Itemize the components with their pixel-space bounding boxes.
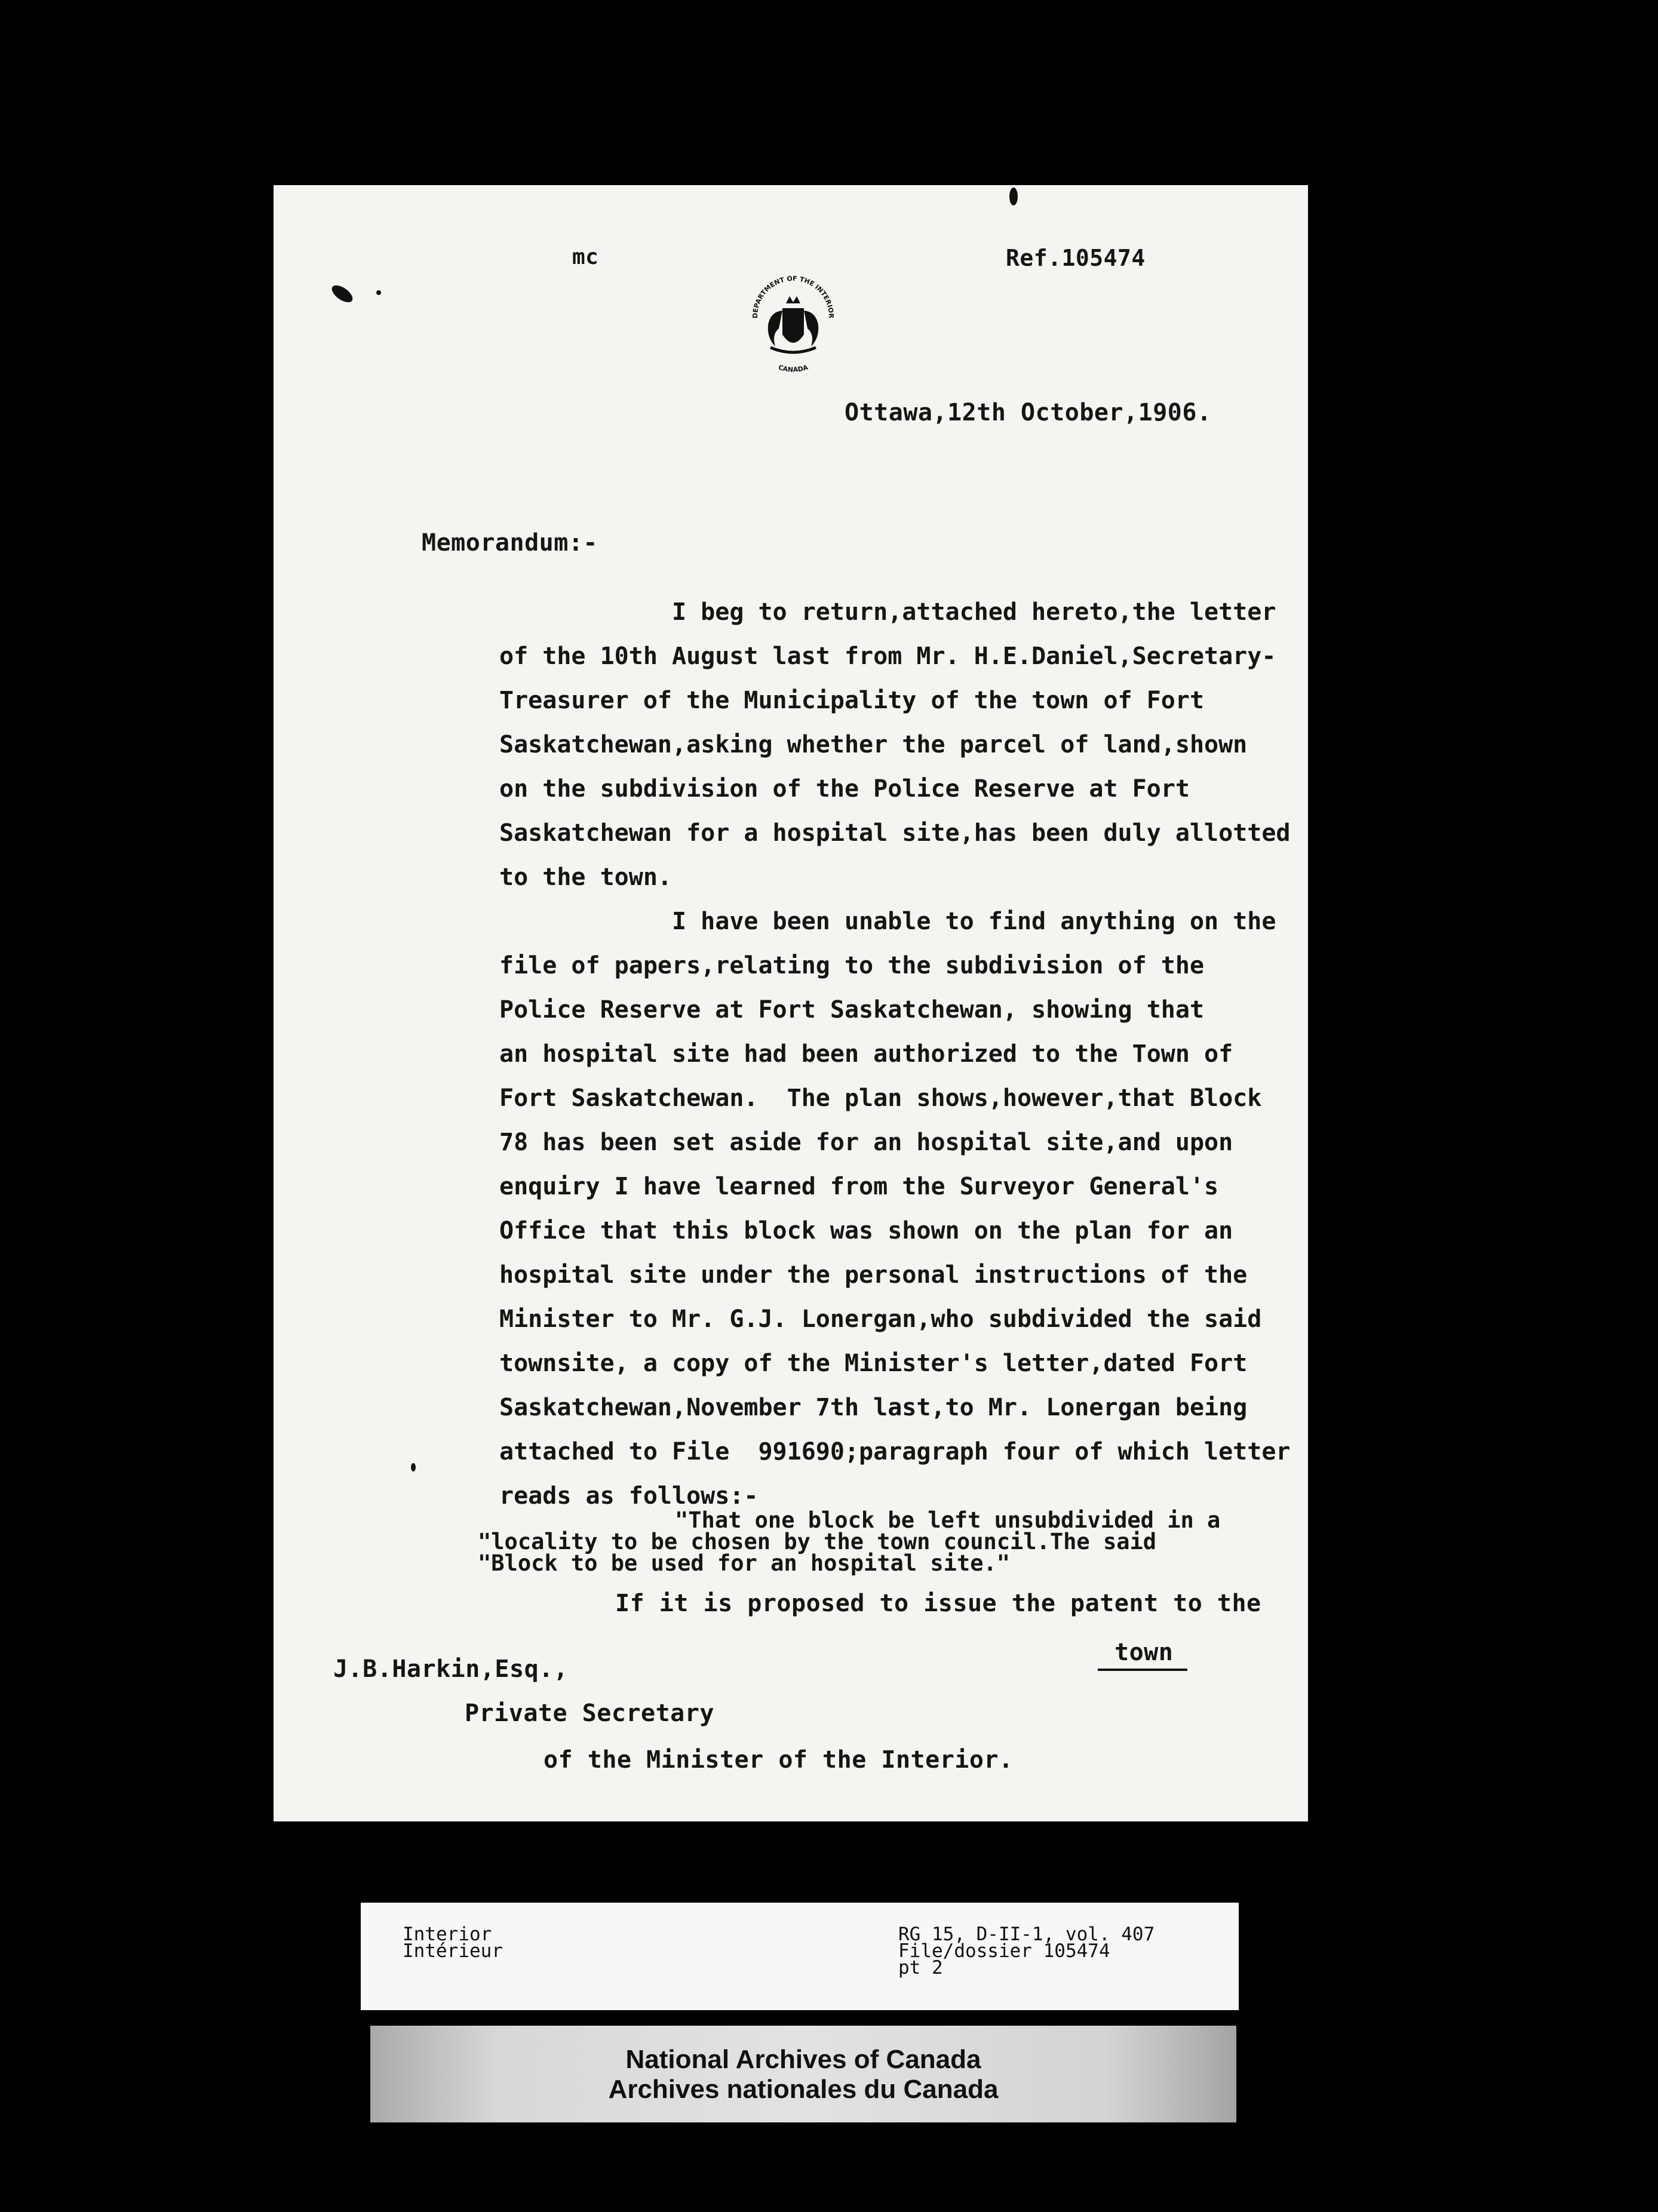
addressee-title: Private Secretary: [465, 1700, 714, 1727]
body-line: Saskatchewan,November 7th last,to Mr. Lonergan being: [499, 1394, 1248, 1421]
ink-speck: [411, 1463, 416, 1471]
reference-number: Ref.105474: [1006, 245, 1146, 271]
continuation-line: If it is proposed to issue the patent to the: [615, 1590, 1261, 1617]
reference-line-1: RG 15, D-II-1, vol. 407: [898, 1924, 1155, 1945]
body-line: Minister to Mr. G.J. Lonergan,who subdivided the said: [499, 1305, 1262, 1333]
body-line: Fort Saskatchewan. The plan shows,however,that Block: [499, 1085, 1262, 1112]
addressee-name: J.B.Harkin,Esq.,: [333, 1655, 569, 1683]
place-and-date: Ottawa,12th October,1906.: [845, 399, 1212, 426]
archive-reference-label: [361, 1903, 1239, 2010]
body-line: reads as follows:-: [499, 1482, 759, 1510]
fonds-english: Interior: [403, 1924, 492, 1945]
body-line: hospital site under the personal instructions of the: [499, 1261, 1248, 1289]
department-crest-icon: [739, 275, 847, 382]
body-line: Office that this block was shown on the plan for an: [499, 1217, 1233, 1245]
body-line: to the town.: [499, 864, 672, 891]
body-line: I beg to return,attached hereto,the letter: [499, 598, 1276, 626]
archives-name-english: National Archives of Canada: [625, 2045, 981, 2074]
body-line: townsite, a copy of the Minister's letter,dated Fort: [499, 1350, 1248, 1377]
quote-line: "That one block be left unsubdivided in a: [675, 1507, 1221, 1533]
ink-blot: [329, 282, 355, 305]
quote-line: "Block to be used for an hospital site.": [478, 1550, 1011, 1576]
quote-line: "locality to be chosen by the town council.The said: [478, 1529, 1157, 1554]
ink-speck: [1009, 188, 1018, 205]
body-line: Saskatchewan for a hospital site,has been duly allotted: [499, 819, 1291, 847]
archives-banner: [370, 2026, 1236, 2122]
body-line: enquiry I have learned from the Surveyor General's: [499, 1173, 1219, 1200]
svg-text:CANADA: [778, 363, 809, 373]
body-line: an hospital site had been authorized to the Town of: [499, 1040, 1233, 1068]
reference-line-2: File/dossier 105474: [898, 1940, 1110, 1962]
body-line: 78 has been set aside for an hospital site,and upon: [499, 1129, 1233, 1156]
body-line: on the subdivision of the Police Reserve at Fort: [499, 775, 1190, 803]
body-line: Saskatchewan,asking whether the parcel of land,shown: [499, 731, 1248, 758]
fonds-french: Intérieur: [403, 1940, 503, 1962]
body-line: Treasurer of the Municipality of the town of Fort: [499, 687, 1205, 714]
crest-bottom-text: CANADA: [777, 363, 809, 374]
crest-top-text: DEPARTMENT OF THE INTERIOR: [751, 275, 836, 319]
body-line: file of papers,relating to the subdivision of the: [499, 952, 1205, 979]
typist-initials: mc: [572, 245, 599, 269]
body-line: I have been unable to find anything on the: [499, 908, 1276, 935]
body-line: Police Reserve at Fort Saskatchewan, showing that: [499, 996, 1205, 1024]
addressee-office: of the Minister of the Interior.: [544, 1746, 1014, 1774]
body-line: of the 10th August last from Mr. H.E.Daniel,Secretary-: [499, 643, 1276, 670]
ink-speck: [376, 290, 381, 295]
catchword: town: [1098, 1639, 1187, 1671]
memo-heading: Memorandum:-: [422, 529, 598, 557]
archives-name-french: Archives nationales du Canada: [608, 2075, 999, 2104]
memo-page: [274, 185, 1308, 1821]
body-line: attached to File 991690;paragraph four of which letter: [499, 1438, 1291, 1466]
reference-line-3: pt 2: [898, 1957, 943, 1978]
